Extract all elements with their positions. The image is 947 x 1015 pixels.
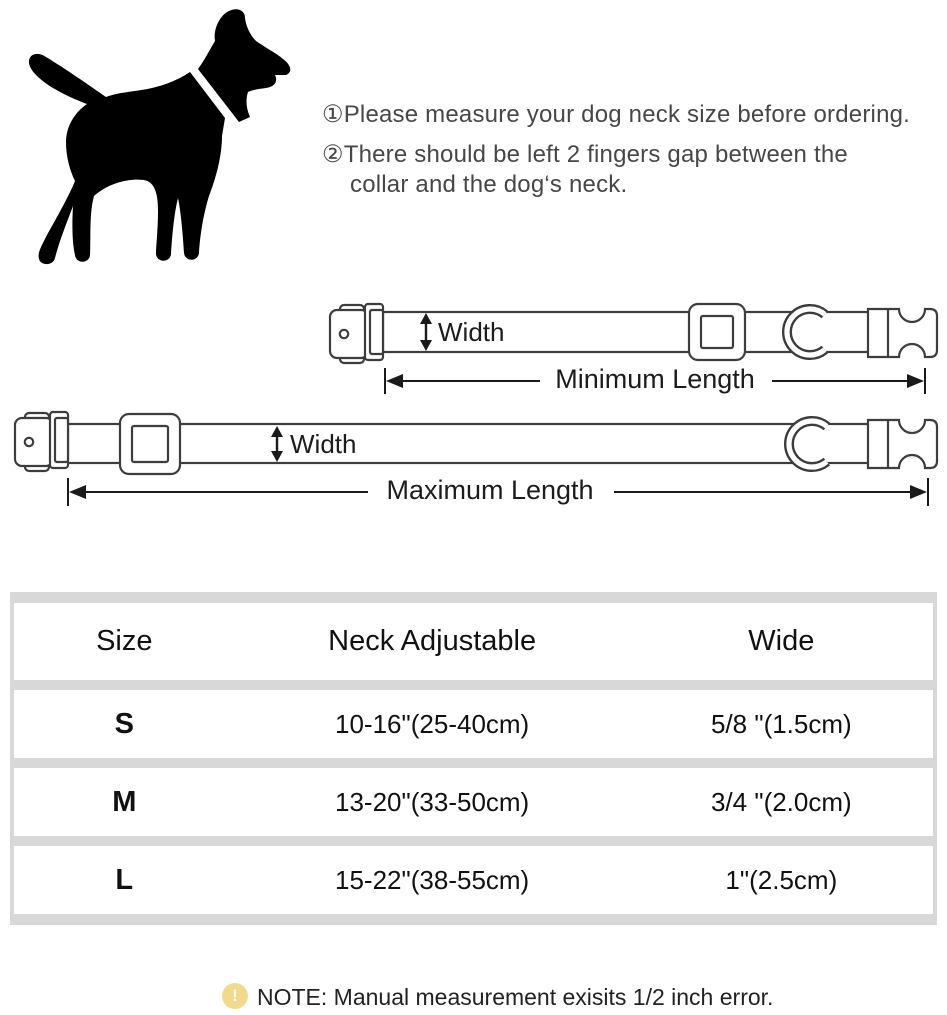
header-size: Size <box>96 625 153 657</box>
table-row <box>14 846 933 914</box>
exclamation-glyph: ! <box>232 986 238 1005</box>
instruction-line-1: ①Please measure your dog neck size before ordering. <box>322 101 911 128</box>
cell-wide-s: 5/8 "(1.5cm) <box>710 708 852 739</box>
cell-size-l: L <box>115 863 134 896</box>
maximum-length-label: Maximum Length <box>386 475 594 505</box>
instruction-line-2: ②There should be left 2 fingers gap between the <box>322 141 848 168</box>
width-label-max: Width <box>290 429 357 459</box>
buckle-clip-icon <box>868 420 937 468</box>
header-wide: Wide <box>748 625 815 657</box>
cell-wide-m: 3/4 "(2.0cm) <box>710 786 852 817</box>
cell-neck-m: 13-20"(33-50cm) <box>335 786 530 817</box>
note-text: NOTE: Manual measurement exisits 1/2 inch error. <box>257 984 774 1010</box>
buckle-female-icon <box>330 304 383 363</box>
cell-size-m: M <box>112 785 137 818</box>
cell-neck-l: 15-22"(38-55cm) <box>335 864 530 895</box>
size-table-header-row <box>14 603 933 680</box>
minimum-length-label: Minimum Length <box>555 364 755 394</box>
table-row <box>14 690 933 758</box>
width-label-min: Width <box>438 317 505 347</box>
buckle-female-icon <box>15 412 68 471</box>
cell-size-s: S <box>114 707 134 740</box>
dog-silhouette <box>8 5 300 267</box>
buckle-clip-icon <box>868 309 937 357</box>
cell-neck-s: 10-16"(25-40cm) <box>335 708 530 739</box>
instruction-line-3: collar and the dog‘s neck. <box>350 171 628 198</box>
dog-body-shape <box>29 54 225 264</box>
strap <box>61 424 872 463</box>
header-neck-adjustable: Neck Adjustable <box>328 625 537 657</box>
table-row <box>14 768 933 836</box>
cell-wide-l: 1"(2.5cm) <box>725 864 838 895</box>
size-table <box>10 592 937 925</box>
exclamation-icon <box>222 983 248 1009</box>
triglide-slider-icon <box>120 414 180 474</box>
triglide-slider-icon <box>689 304 745 360</box>
